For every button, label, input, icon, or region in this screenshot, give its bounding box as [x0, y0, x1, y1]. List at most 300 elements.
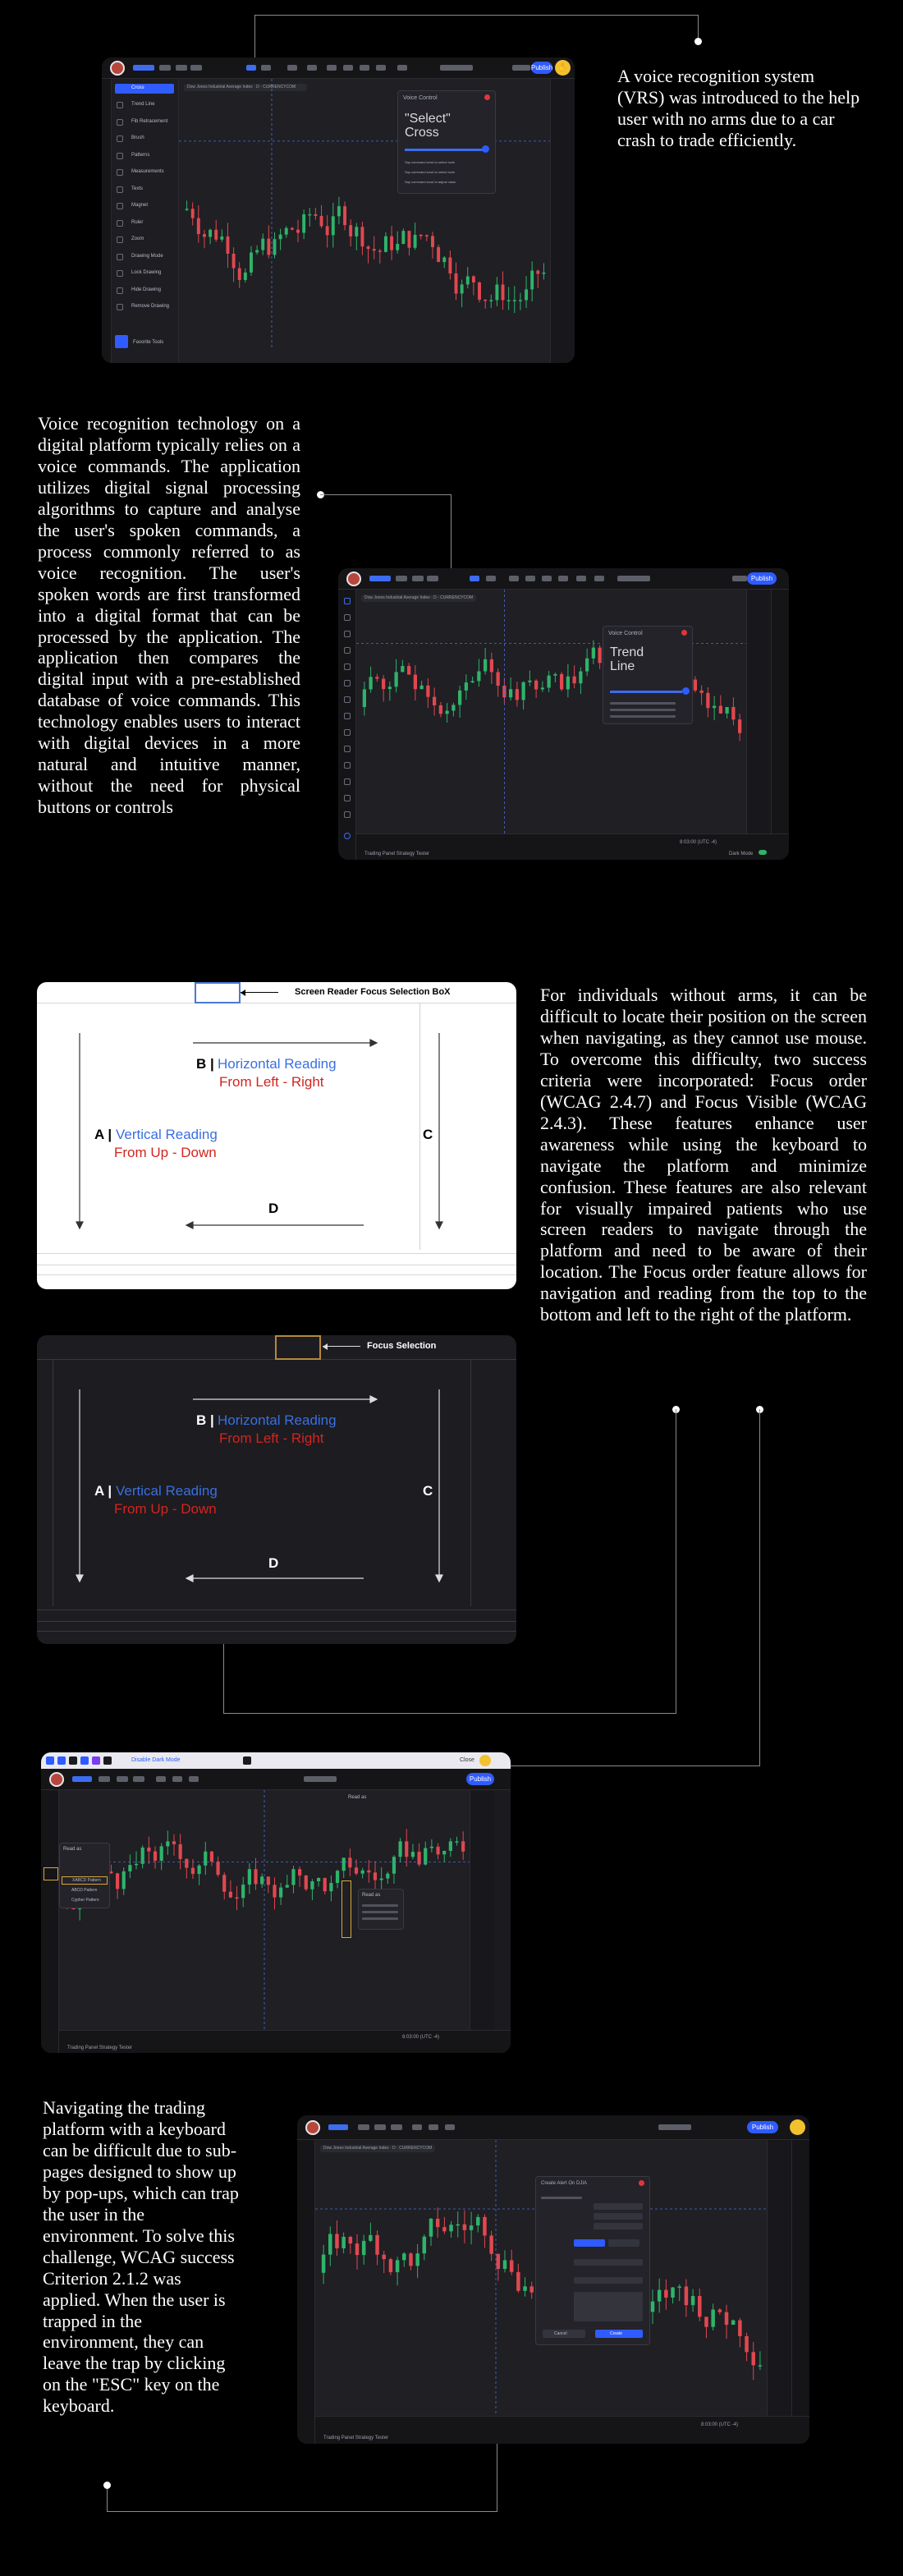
candle-body [691, 2296, 695, 2305]
voice-recognition-text: Voice recognition technology on a digital platform typically relies on a voice commands. The application utilizes digital signal processing algorithms to capture and analyse the user's spoken commands, a process commonly referred to as voice recognition. The user's spoken words are first transformed into a digital format that can be processed by the application. The application then compares the digital input with a pre-established database of voice commands. This technology enables users to interact with digital devices in a more natural and intuitive manner, without the need for physical buttons or controls [38, 413, 300, 818]
disable-dark-mode-toggle[interactable]: Disable Dark Mode [131, 1757, 181, 1763]
candle-body [191, 1868, 195, 1874]
candle-body [411, 1852, 415, 1857]
candle-body [141, 1848, 144, 1864]
create-alert-mockup [297, 2115, 809, 2444]
candle-body [296, 230, 300, 233]
candle-body [329, 1883, 332, 1891]
voice-control-dialog[interactable] [603, 626, 693, 724]
candle-body [369, 2235, 373, 2241]
candle-body [572, 677, 575, 683]
candle-body [172, 1841, 176, 1844]
avatar[interactable] [49, 1772, 64, 1787]
candle-body [227, 236, 230, 254]
tool-icon [117, 254, 123, 260]
menu-item[interactable] [115, 134, 174, 144]
candle-body [408, 231, 411, 248]
candle-body [448, 258, 452, 274]
focus-diagram-dark [37, 1335, 516, 1644]
candle-body [719, 706, 722, 714]
close-icon[interactable] [681, 630, 687, 636]
tool-icon [117, 186, 123, 193]
avatar[interactable] [346, 572, 361, 586]
candle-body [360, 227, 364, 246]
menu-item[interactable] [115, 286, 174, 296]
candle-body [502, 686, 506, 697]
candle-body [317, 1878, 320, 1881]
a-label: A | [94, 1483, 112, 1499]
c-label: C [423, 1127, 433, 1142]
candle-body [651, 2302, 655, 2312]
menu-item-label: XABCD Pattern [72, 1878, 101, 1883]
candle-body [414, 235, 417, 248]
bottom-tabs[interactable]: Trading Panel Strategy Tester [364, 852, 430, 856]
candle-body [308, 214, 311, 216]
favorite-tools-label: Favorite Tools [133, 340, 164, 345]
candle-body [437, 247, 440, 262]
candle-body [355, 2243, 360, 2255]
menu-item[interactable] [115, 117, 174, 127]
candle-body [343, 206, 346, 225]
candle-body [465, 682, 468, 691]
menu-item[interactable] [115, 168, 174, 177]
candle-body [745, 2336, 749, 2352]
price-chart[interactable]: Dow Jones Industrial Average Index · D · CURRENCYCOM Voice Control "Select" Cross Say command word to select tools Say command word to select tools Say command word to adjust value [179, 79, 575, 363]
candle-body [273, 239, 277, 255]
tool-icon [117, 135, 123, 142]
candle-body [516, 689, 519, 700]
candle-body [731, 2321, 736, 2325]
symbol-title: Dow Jones Industrial Average Index · D · CURRENCYCOM [320, 2145, 435, 2152]
hint-line: Say command word to adjust value [405, 180, 456, 184]
candle-body [433, 697, 436, 705]
mic-icon[interactable] [482, 145, 489, 153]
price-chart[interactable] [59, 1790, 494, 2030]
candle-body [407, 666, 410, 675]
candle-body [355, 227, 358, 236]
candle-body [430, 1847, 433, 1848]
candle-body [388, 686, 392, 689]
candle-body [521, 682, 525, 700]
candle-body [496, 672, 499, 686]
candle-body [232, 254, 236, 269]
candle-body [291, 228, 294, 230]
candle-body [222, 1875, 226, 1892]
candle-body [367, 1871, 370, 1873]
menu-item-label: Drawing Mode [131, 253, 163, 259]
candle-body [542, 273, 545, 274]
candle-body [378, 250, 382, 252]
b-subtitle: From Left - Right [219, 1430, 324, 1446]
candle-body [456, 2225, 460, 2226]
candle-body [220, 236, 223, 240]
candle-body [417, 1852, 420, 1865]
tool-icon [117, 304, 123, 310]
candle-body [449, 2225, 453, 2231]
candle-body [336, 1871, 339, 1883]
candle-body [436, 1847, 439, 1854]
a-subtitle: From Up - Down [114, 1145, 217, 1160]
candle-body [490, 659, 493, 673]
candle-body [449, 1841, 452, 1851]
diagram-header: Screen Reader Focus Selection BoX [295, 987, 451, 997]
candle-body [399, 1841, 402, 1857]
menu-item-label: Fib Retracement [131, 118, 168, 124]
avatar[interactable] [110, 61, 125, 76]
candle-body [470, 2225, 474, 2230]
voice-control-mockup [102, 57, 575, 363]
candlestick-chart [59, 1790, 470, 2030]
right-toolbar [771, 590, 789, 860]
close-bar-button[interactable]: Close [460, 1757, 474, 1763]
publish-button[interactable]: Publish [466, 1773, 494, 1785]
close-icon[interactable] [639, 2180, 644, 2186]
candle-body [279, 235, 282, 240]
read-as-label: Read as [63, 1847, 82, 1852]
dialog-title: Voice Control [403, 95, 438, 101]
candle-body [513, 300, 516, 301]
cancel-label: Cancel [554, 2331, 567, 2336]
menu-item-label: Magnet [131, 203, 149, 208]
a-title: Vertical Reading [116, 1127, 218, 1142]
candle-body [409, 2253, 413, 2266]
candle-body [725, 2312, 729, 2325]
candle-body [302, 214, 305, 233]
price-axis [550, 79, 575, 363]
menu-item-label: Brush [131, 135, 144, 140]
tool-icon [117, 102, 123, 108]
candle-body [147, 1848, 150, 1852]
tool-icon [117, 287, 123, 294]
candle-body [738, 2321, 742, 2336]
candle-body [310, 1881, 314, 1890]
candle-body [191, 209, 195, 218]
pattern-submenu[interactable] [59, 1843, 110, 1908]
candle-body [497, 2254, 501, 2269]
candle-body [530, 271, 534, 290]
mic-icon[interactable] [682, 687, 690, 695]
candle-body [382, 2255, 386, 2259]
candle-body [375, 677, 378, 678]
b-title: Horizontal Reading [218, 1056, 337, 1072]
candle-body [382, 679, 385, 689]
keyboard-trap-text: Navigating the trading platform with a keyboard can be difficult due to sub-pages designed to show up by pop-ups, which can trap the user in the environment. To solve this challenge, WCAG success Criterion 2.1.2 was applied. When the user is trapped in the environment, they can leave the trap by clicking on the "ESC" key on the keyboard. [43, 2097, 239, 2417]
clock-readout: 8:03:00 (UTC -4) [680, 840, 717, 845]
candle-body [713, 706, 716, 709]
create-label: Create [610, 2331, 623, 2336]
candle-body [439, 705, 442, 714]
candle-body [229, 1892, 232, 1898]
accessibility-badge-icon[interactable]: ✋ [555, 60, 571, 76]
dialog-title: Voice Control [608, 631, 643, 636]
candle-body [484, 300, 487, 301]
candle-body [389, 2259, 393, 2272]
menu-item-label[interactable]: Cypher Pattern [71, 1898, 99, 1903]
voice-command-text: Trend Line [610, 645, 644, 673]
accessibility-badge-icon[interactable] [479, 1755, 491, 1766]
candle-body [260, 1876, 264, 1884]
menu-item[interactable] [115, 269, 174, 278]
candle-body [423, 2237, 427, 2254]
candle-body [472, 276, 475, 282]
candle-body [209, 230, 212, 237]
candle-body [235, 1898, 238, 1899]
menu-item[interactable] [115, 100, 174, 110]
candle-body [463, 2225, 467, 2230]
menu-item[interactable] [115, 201, 174, 211]
candle-body [547, 676, 550, 688]
candle-body [751, 2352, 755, 2365]
candle-body [362, 2241, 366, 2255]
read-as-label: Read as [348, 1795, 367, 1800]
candle-body [401, 231, 405, 244]
candle-body [255, 250, 259, 253]
candle-body [510, 2260, 514, 2271]
candle-body [436, 2219, 440, 2227]
c-label: C [423, 1483, 433, 1499]
candle-body [210, 1852, 213, 1862]
menu-item-label[interactable]: ABCD Pattern [71, 1888, 98, 1893]
candle-body [122, 1871, 126, 1889]
candle-body [386, 1874, 389, 1879]
candle-body [394, 672, 397, 686]
focused-tool[interactable] [44, 1867, 58, 1880]
hint-line: Say command word to select tools [405, 160, 455, 164]
avatar[interactable] [305, 2120, 320, 2135]
candle-body [519, 300, 522, 301]
bottom-tabs[interactable]: Trading Panel Strategy Tester [67, 2046, 133, 2050]
read-as-label: Read as [362, 1893, 381, 1898]
candle-body [328, 2234, 332, 2254]
candle-body [664, 2290, 668, 2298]
candle-body [326, 226, 329, 235]
create-alert-dialog[interactable] [535, 2176, 650, 2345]
menu-item[interactable] [115, 252, 174, 262]
menu-item[interactable] [115, 302, 174, 312]
voice-control-dialog[interactable] [397, 90, 496, 194]
price-chart[interactable] [315, 2140, 791, 2416]
focused-candle [341, 1880, 351, 1938]
candle-body [483, 2217, 487, 2236]
candle-body [241, 1885, 245, 1898]
candle-body [585, 659, 589, 672]
candle-body [323, 1878, 327, 1891]
candle-body [369, 677, 372, 689]
candle-body [706, 693, 709, 708]
candle-body [374, 1872, 377, 1880]
create-button[interactable] [595, 2330, 643, 2338]
candle-body [431, 236, 434, 247]
hint-line: Say command word to select tools [405, 170, 455, 174]
candle-body [298, 1869, 301, 1876]
candle-body [392, 1857, 396, 1873]
symbol-title: Dow Jones Industrial Average Index · D · CURRENCYCOM [361, 595, 476, 602]
price-chart[interactable] [356, 590, 771, 833]
menu-item-label: Patterns [131, 152, 150, 158]
dark-mode-toggle[interactable] [759, 850, 767, 855]
candle-body [455, 1841, 458, 1843]
candle-body [711, 2310, 715, 2327]
b-subtitle: From Left - Right [219, 1074, 324, 1090]
menu-item[interactable] [115, 151, 174, 161]
candle-body [685, 2286, 689, 2305]
candle-body [455, 273, 458, 293]
candle-body [273, 1885, 276, 1897]
candle-body [426, 686, 429, 697]
candle-body [738, 719, 741, 733]
candle-body [503, 2260, 507, 2269]
candle-body [484, 659, 487, 672]
candle-body [489, 300, 493, 301]
candle-body [250, 253, 253, 273]
candle-body [238, 269, 241, 280]
candle-body [305, 1876, 308, 1890]
candle-body [445, 711, 448, 714]
candle-body [286, 1885, 289, 1887]
focus-order-text: For individuals without arms, it can be difficult to locate their position on the screen when navigating, as they cannot use mouse. To overcome this difficulty, two success criteria were incorporated: Focus order (WCAG 2.4.7) and Focus Visible (WCAG 2.4.3). These features enhance user awareness while using the keyboard to navigate the platform and minimize confusion. These features are also relevant for visually impaired patients who use screen readers to navigate through the platform and need to be aware of their location. The Focus order feature allows for navigation and reading from the top to the bottom and left to the right of the platform. [540, 985, 867, 1325]
candle-body [442, 2227, 447, 2231]
candle-body [671, 2288, 675, 2298]
candle-body [373, 249, 376, 250]
candle-body [179, 1844, 182, 1859]
candle-body [197, 218, 200, 234]
vrs-intro-text: A voice recognition system (VRS) was introduced to the help user with no arms due to a car crash to trade efficiently. [617, 66, 860, 150]
menu-item[interactable] [115, 218, 174, 228]
candle-body [216, 1862, 219, 1875]
tool-icon [117, 153, 123, 159]
bottom-tabs[interactable]: Trading Panel Strategy Tester [323, 2436, 389, 2441]
candle-body [348, 1857, 351, 1867]
candle-body [560, 674, 563, 690]
candle-body [203, 234, 206, 236]
candle-body [285, 228, 288, 235]
candle-body [566, 677, 570, 690]
candle-body [452, 705, 455, 710]
publish-button[interactable]: Publish [747, 2121, 778, 2133]
candle-body [658, 2290, 662, 2302]
candle-body [725, 707, 728, 714]
price-axis [767, 2140, 791, 2416]
candle-body [509, 689, 512, 697]
candle-body [502, 284, 505, 300]
menu-item-label: Trend Line [131, 102, 155, 107]
close-icon[interactable] [484, 94, 490, 100]
menu-item[interactable] [115, 185, 174, 195]
candle-body [489, 2235, 493, 2253]
candle-body [396, 244, 399, 250]
candle-body [461, 284, 464, 293]
cancel-button[interactable] [543, 2330, 585, 2338]
candle-body [415, 2253, 419, 2266]
candle-body [536, 271, 539, 274]
candle-body [204, 1852, 207, 1866]
candle-body [694, 680, 697, 691]
candle-body [355, 1867, 358, 1873]
candle-body [425, 236, 429, 237]
clock-readout: 8:03:00 (UTC -4) [402, 2035, 440, 2040]
candle-body [380, 1879, 383, 1880]
candle-body [759, 2365, 763, 2367]
candle-body [458, 691, 461, 705]
candle-body [731, 707, 735, 719]
candle-body [476, 2217, 480, 2225]
candle-body [461, 1841, 465, 1851]
menu-item-label: Cross [131, 85, 144, 90]
d-label: D [268, 1555, 279, 1571]
candle-body [185, 1859, 188, 1868]
favorite-tools-button[interactable] [115, 335, 128, 348]
candle-body [442, 258, 446, 263]
candle-body [525, 289, 528, 300]
menu-item-xabcd[interactable] [62, 1876, 108, 1885]
focus-diagram-light [37, 982, 516, 1289]
candle-body [335, 2234, 339, 2248]
candle-body [267, 1876, 270, 1885]
screen-reader-mockup [41, 1752, 511, 2053]
candle-body [254, 1869, 257, 1884]
candle-body [401, 666, 404, 672]
price-axis [470, 1790, 494, 2030]
voice-command-text: "Select" Cross [405, 112, 451, 140]
platform-toolbar [102, 57, 575, 79]
candle-body [405, 1841, 408, 1857]
trend-line-mockup [338, 568, 789, 860]
diagram-header: Focus Selection [367, 1341, 437, 1351]
accessibility-bar [41, 1752, 511, 1769]
candle-body [402, 2253, 406, 2260]
candle-body [470, 681, 474, 682]
accessibility-badge-icon[interactable] [790, 2119, 805, 2135]
candle-body [261, 239, 264, 250]
candle-body [699, 691, 703, 693]
candle-body [419, 235, 423, 236]
candle-body [135, 1864, 138, 1866]
read-as-popup[interactable] [358, 1889, 404, 1930]
publish-button[interactable]: Publish [531, 62, 552, 74]
candle-body [267, 239, 270, 255]
menu-item-label: Remove Drawing [131, 304, 170, 309]
menu-item[interactable] [115, 235, 174, 245]
a-title: Vertical Reading [116, 1483, 218, 1499]
menu-item-cross[interactable] [115, 84, 174, 94]
candle-body [541, 687, 544, 689]
d-label: D [268, 1201, 279, 1216]
candle-body [291, 1869, 295, 1885]
dialog-title: Create Alert On DJIA [541, 2181, 588, 2186]
candle-body [429, 2219, 433, 2237]
menu-item-label: Hide Drawing [131, 287, 162, 292]
candle-body [322, 2255, 326, 2273]
b-label: B | [196, 1056, 214, 1072]
candle-body [341, 2237, 346, 2248]
candle-body [214, 230, 218, 240]
candle-body [390, 236, 393, 250]
candle-body [478, 282, 481, 300]
tool-icon [117, 169, 123, 176]
candle-body [718, 2310, 722, 2312]
candle-body [523, 2286, 527, 2291]
candle-body [477, 672, 480, 682]
candle-body [198, 1866, 201, 1874]
publish-button[interactable]: Publish [747, 572, 777, 585]
candle-body [367, 246, 370, 249]
candle-body [320, 216, 323, 227]
b-title: Horizontal Reading [218, 1412, 337, 1428]
menu-item-label: Ruler [131, 219, 144, 225]
candle-body [579, 672, 582, 684]
candle-body [529, 2286, 534, 2292]
candle-body [248, 1869, 251, 1885]
